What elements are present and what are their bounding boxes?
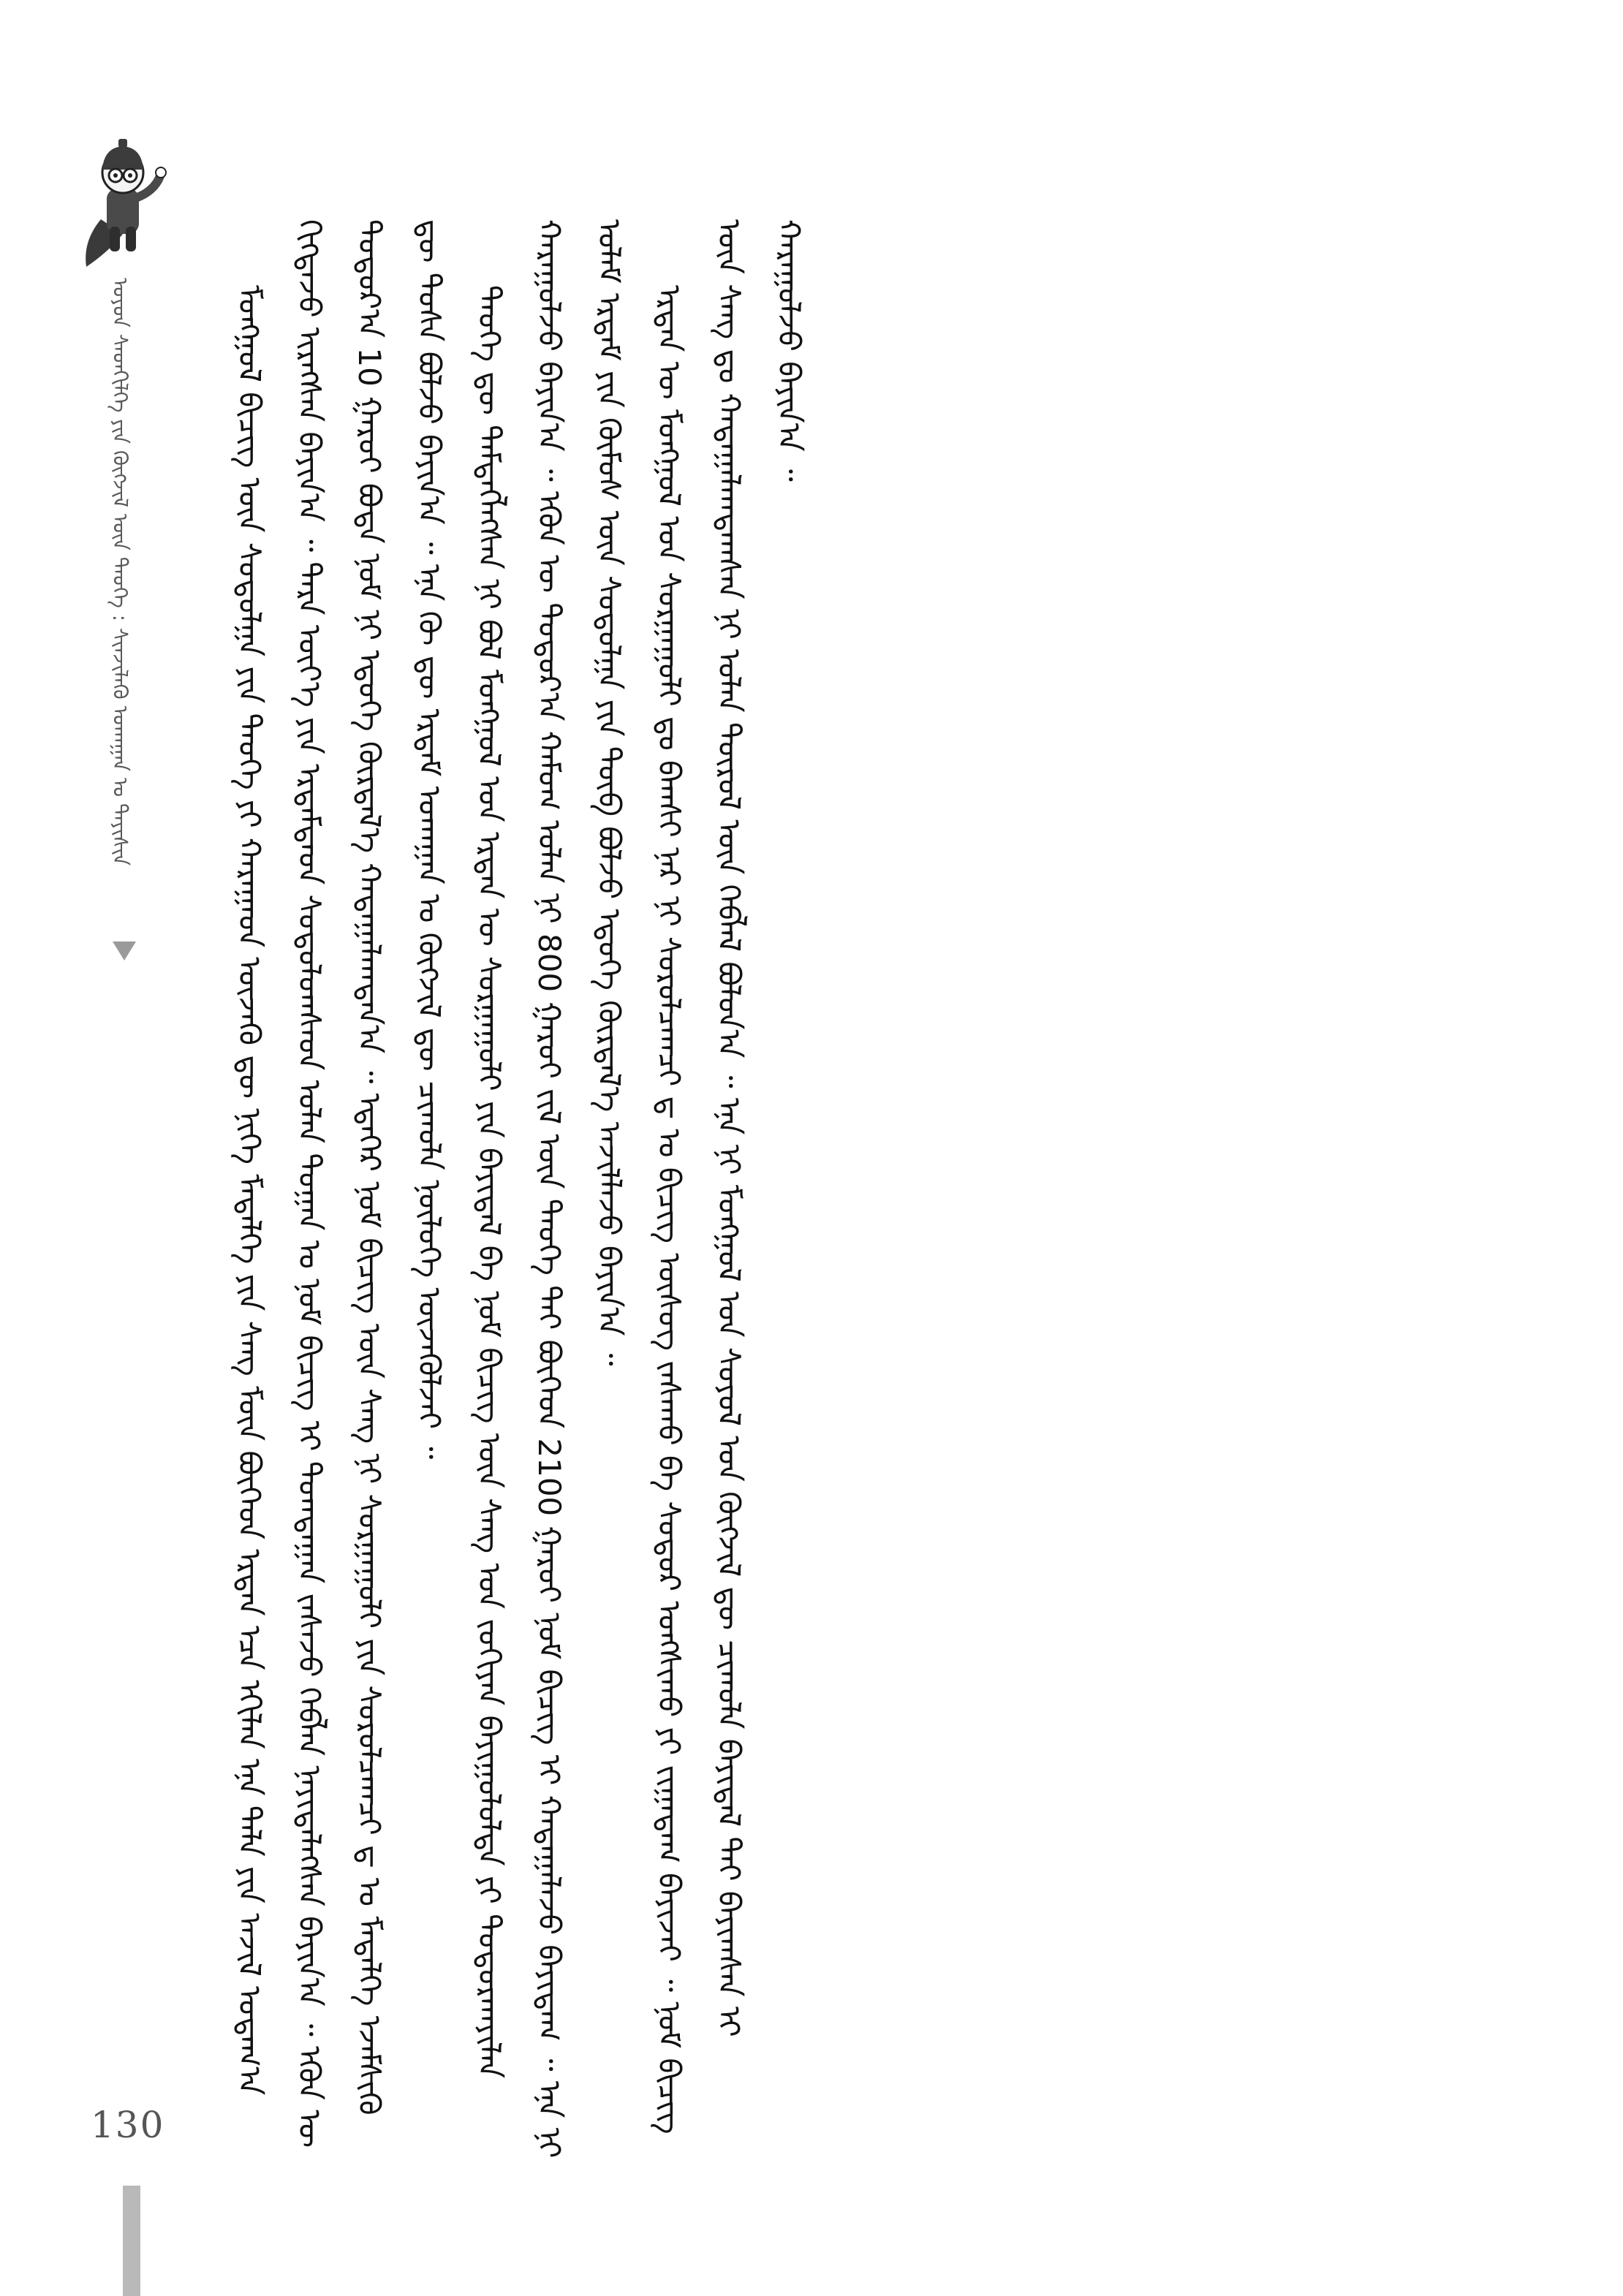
- paragraph: ᠲᠡᠦᠬᠡ ᠳᠦ ᠲᠡᠮᠳᠡᠭᠯᠡᠭᠰᠡᠨ ᠨᠢ ᠪᠣᠯ ᠮᠣᠩᠭᠣᠯ ᠤᠨ ᠡᠷᠲᠡᠨ ᠦ ᠰᠤᠷᠭᠠᠭᠤᠯᠢ ᠶᠢᠨ ᠪᠠᠶᠢᠳᠠᠯ ᠪᠠ ᠨᠣᠮ ᠪᠢᠴᠢᠭ ᠦᠨ ᠰᠠᠩ ᠤᠨ ᠵᠣᠬᠢᠶᠠᠨ ᠪᠠᠶᠢᠭᠤᠯᠤᠯᠲᠠ ᠶᠢ ᠲᠣᠳᠣᠷᠬᠠᠶᠢᠯᠠᠨ ᠬᠠᠷᠠᠭᠤᠯᠵᠤ ᠪᠠᠶᠢᠨ᠎ᠠ ᠃ ᠡᠭᠦᠨ ᠦ ᠳᠣᠲᠣᠷ᠎ᠠ ᠬᠠᠮᠤᠭ ᠤᠯᠠᠨ ᠨᠢ 800 ᠭᠠᠷᠤᠢ ᠵᠢᠯ ᠦᠨ ᠲᠡᠦᠬᠡ ᠲᠠᠢ ᠪᠥᠭᠡᠳ 2100 ᠭᠠᠷᠤᠢ ᠨᠣᠮ ᠪᠢᠴᠢᠭ ᠢ ᠬᠠᠳᠠᠭᠠᠯᠠᠵᠤ ᠪᠠᠶᠢᠳᠠᠭ ᠃ ᠡᠨᠡ ᠨᠢ ᠤᠯᠠᠮ ᠡᠷᠳᠡᠮ ᠶᠢᠨ ᠬᠥᠮᠦᠰ ᠦᠨ ᠰᠤᠳᠤᠯᠭᠠ ᠶᠢᠨ ᠲᠥᠪ ᠪᠣᠯᠵᠤ ᠡᠳᠦᠭᠡ ᠬᠦᠷᠲᠡᠯ᠎ᠡ ᠠᠵᠢᠯᠯᠠᠵᠤ ᠪᠠᠶᠢᠨ᠎ᠠ ᠃: [472, 219, 627, 2159]
- flying-child-mascot-icon: [79, 132, 167, 270]
- running-header-title: ᠣᠶᠣᠨ ᠰᠡᠳᠬᠢᠯᠭᠡ ᠶᠢᠨ ᠬᠥᠭᠵᠢᠯ ᠦᠨ ᠲᠡᠦᠬᠡ : ᠰᠢᠨᠵᠢᠯᠡᠬᠦ ᠤᠬᠠᠭᠠᠨ ᠤ ᠳᠠᠶᠢᠰᠢᠨ: [108, 278, 132, 866]
- paragraph: ᠡᠷᠲᠡᠨ ᠦ ᠮᠣᠩᠭᠣᠯ ᠤᠨ ᠰᠤᠷᠭᠠᠭᠤᠯᠢ ᠳᠤ ᠪᠠᠭᠰᠢ ᠨᠠᠷ ᠨᠢ ᠰᠤᠷᠤᠯᠴᠠᠭᠴᠢ ᠳ ᠤ ᠪᠢᠴᠢᠭ ᠦᠰᠦᠭ ᠵᠠᠰᠠᠬᠤ ᠪᠠ ᠰᠤᠳᠤᠷ ᠤᠩᠰᠢᠬᠤ ᠶᠢ ᠵᠢᠭᠠᠳᠠᠭ ᠪᠠᠶᠢᠵᠠᠢ ᠃ ᠨᠣᠮ ᠪᠢᠴᠢᠭ ᠦᠨ ᠰᠠᠩ ᠳᠤ ᠬᠠᠳᠠᠭᠠᠯᠠᠭᠳᠠᠭᠰᠠᠨ ᠨᠢ ᠣᠯᠠᠨ ᠲᠥᠷᠥᠯ ᠦᠨ ᠬᠡᠪᠯᠡᠯ ᠪᠣᠯᠤᠨ᠎ᠠ ᠃ ᠡᠨᠡ ᠨᠢ ᠮᠣᠩᠭᠣᠯ ᠤᠨ ᠰᠣᠶᠣᠯ ᠤᠨ ᠬᠥᠭᠵᠢᠯ ᠳᠦ ᠴᠢᠬᠤᠯᠠ ᠪᠠᠶᠢᠳᠠᠯ ᠲᠠᠢ ᠪᠠᠶᠢᠭᠰᠠᠨ ᠢ ᠬᠠᠷᠠᠭᠤᠯᠵᠤ ᠪᠠᠶᠢᠨ᠎ᠠ ᠃: [651, 219, 807, 2134]
- triangle-down-icon: [113, 941, 136, 961]
- running-header: [79, 132, 167, 965]
- paragraph: ᠮᠣᠩᠭᠣᠯ ᠪᠢᠴᠢᠭ ᠦᠨ ᠰᠤᠳᠤᠯᠭᠠ ᠶᠢᠨ ᠲᠡᠦᠬᠡ ᠶᠢ ᠬᠠᠷᠠᠭᠠᠳ ᠦᠵᠡᠬᠦ ᠳᠦ ᠨᠢᠭᠡ ᠮᠡᠳᠡᠯᠭᠡ ᠶᠢᠨ ᠰᠠᠩ ᠮᠥᠨ ᠪᠥᠭᠡᠳ ᠡᠷᠲᠡᠨ ᠡᠴᠡ ᠡᠬᠢᠯᠡᠨ ᠡᠨᠡ ᠲᠠᠯᠠ ᠶᠢᠨ ᠠᠵᠢᠯ ᠤᠳᠠᠭ᠎ᠠ ᠬᠢᠭᠳᠡᠵᠦ ᠢᠷᠡᠭᠰᠡᠨ ᠪᠠᠶᠢᠨ᠎ᠠ ᠃ ᠲᠡᠷᠡ ᠦᠶ᠎ᠡ ᠶᠢᠨ ᠡᠷᠳᠡᠮᠲᠡᠳ ᠰᠤᠳᠤᠯᠤᠭᠰᠠᠳ ᠤᠯᠠᠨ ᠲᠣᠭᠠᠨ ᠤ ᠨᠣᠮ ᠪᠢᠴᠢᠭ ᠢ ᠲᠣᠭᠲᠠᠭᠠᠨ ᠵᠠᠰᠠᠵᠤ ᠬᠡᠪᠯᠡᠨ ᠨᠡᠶᠢᠲᠡᠯᠡᠭᠰᠡᠨ ᠪᠠᠶᠢᠨ᠎ᠠ ᠃ ᠡᠭᠦᠨ ᠦ ᠳᠣᠲᠣᠷ᠎ᠠ 10 ᠭᠠᠷᠤᠢ ᠪᠣᠳᠠ ᠨᠣᠮ ᠨᠢ ᠡᠳᠦᠭᠡ ᠬᠦᠷᠲᠡᠯ᠎ᠡ ᠬᠠᠳᠠᠭᠠᠯᠠᠭᠳᠠᠨ᠎ᠠ ᠃ ᠡᠳᠡᠭᠡᠷ ᠨᠣᠮ ᠪᠢᠴᠢᠭ ᠦᠨ ᠰᠠᠩ ᠨᠢ ᠰᠤᠷᠭᠠᠭᠤᠯᠢ ᠶᠢᠨ ᠰᠤᠷᠤᠯᠴᠠᠭᠴᠢ ᠳ ᠤ ᠮᠡᠳᠡᠯᠭᠡ ᠡᠵᠡᠮᠰᠢᠬᠦ ᠳᠦ ᠲᠤᠰᠠ ᠪᠣᠯᠵᠤ ᠪᠠᠶᠢᠨ᠎ᠠ ᠃ ᠡᠨᠡ ᠬᠦ ᠳᠦ ᠡᠷᠳᠡᠮ ᠤᠬᠠᠭᠠᠨ ᠤ ᠬᠥᠭᠵᠢᠯ ᠳᠦ ᠴᠢᠬᠤᠯᠠ ᠨᠥᠯᠦᠭᠡ ᠦᠵᠡᠭᠦᠯᠵᠡᠢ ᠃: [232, 219, 447, 2148]
- page-number: 130: [91, 2104, 165, 2146]
- page-edge-tab: [123, 2186, 140, 2296]
- body-text: [219, 219, 1477, 2164]
